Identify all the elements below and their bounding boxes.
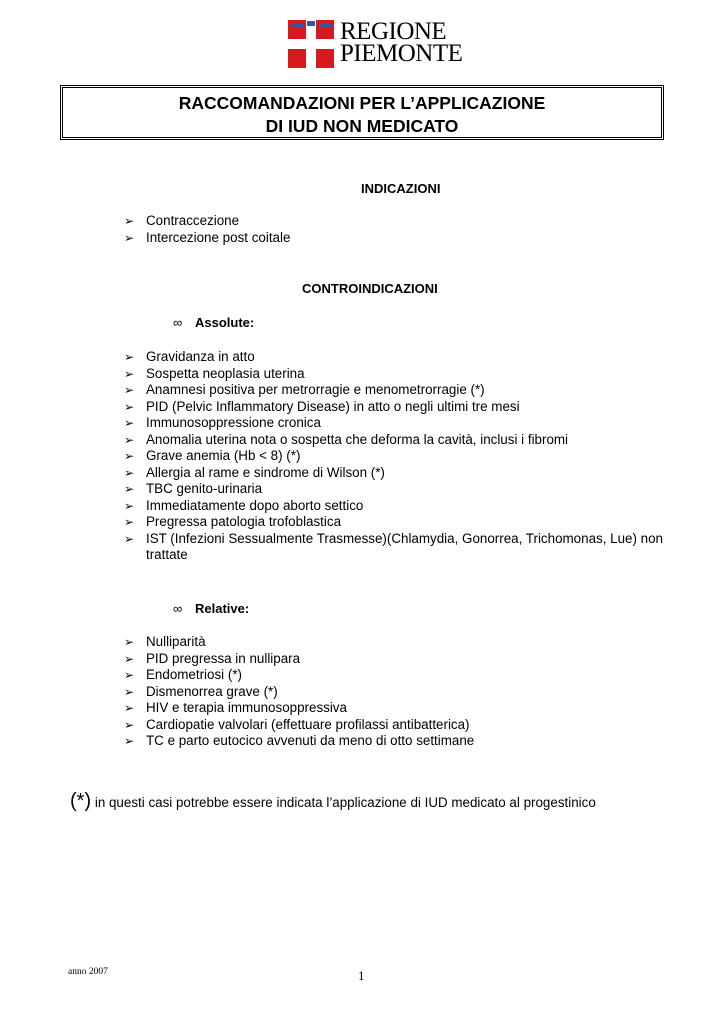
list-item	[124, 498, 664, 515]
list-item	[124, 382, 664, 399]
footnote-text: in questi casi potrebbe essere indicata l’applicazione di IUD medicato al progestinico	[94, 795, 596, 810]
arrow-bullet-icon: ➢	[124, 734, 135, 748]
list-item-text: Anamnesi positiva per metrorragie e menometrorragie (*)	[146, 382, 485, 397]
list-item	[124, 349, 664, 366]
list-item	[124, 366, 664, 383]
subheading-relative	[173, 601, 249, 616]
logo-wordmark	[340, 18, 463, 67]
infinity-bullet-icon: ∞	[173, 601, 183, 616]
arrow-bullet-icon: ➢	[124, 416, 135, 430]
list-item-text: Dismenorrea grave (*)	[146, 683, 278, 699]
arrow-bullet-icon: ➢	[124, 214, 135, 228]
list-item-text: Contraccezione	[146, 213, 240, 228]
list-item-text: Sospetta neoplasia uterina	[146, 365, 305, 381]
list-item	[124, 432, 664, 449]
arrow-bullet-icon: ➢	[124, 350, 135, 364]
arrow-bullet-icon: ➢	[124, 449, 135, 463]
document-title	[63, 92, 661, 138]
list-item-text: TC e parto eutocico avvenuti da meno di otto settimane	[146, 733, 475, 748]
assolute-label: Assolute:	[195, 315, 255, 330]
title-line-2: DI IUD NON MEDICATO	[265, 116, 459, 136]
logo-line-1: REGIONE	[340, 18, 447, 45]
list-item-text: Intercezione post coitale	[146, 229, 291, 245]
page-number: 1	[358, 968, 365, 983]
relative-list	[124, 634, 664, 750]
arrow-bullet-icon: ➢	[124, 399, 135, 414]
document-title-box	[60, 85, 664, 140]
arrow-bullet-icon: ➢	[124, 635, 135, 649]
arrow-bullet-icon: ➢	[124, 668, 135, 682]
infinity-bullet-icon: ∞	[173, 315, 183, 330]
list-item-text: Endometriosi (*)	[146, 667, 242, 682]
list-item-text: TBC genito-urinaria	[146, 481, 263, 496]
list-item-text: HIV e terapia immunosoppressiva	[146, 700, 347, 715]
list-item	[124, 717, 664, 734]
arrow-bullet-icon: ➢	[124, 432, 135, 447]
list-item	[124, 634, 664, 651]
list-item	[124, 684, 664, 701]
list-item-text: Nulliparità	[146, 634, 206, 649]
list-item-text: Grave anemia (Hb < 8) (*)	[146, 448, 301, 463]
arrow-bullet-icon: ➢	[124, 684, 135, 699]
list-item-text: Cardiopatie valvolari (effettuare profilassi antibatterica)	[146, 716, 470, 732]
indicazioni-list	[124, 213, 664, 246]
arrow-bullet-icon: ➢	[124, 230, 135, 245]
arrow-bullet-icon: ➢	[124, 701, 135, 715]
footnote	[70, 790, 596, 813]
arrow-bullet-icon: ➢	[124, 482, 135, 496]
arrow-bullet-icon: ➢	[124, 498, 135, 513]
assolute-list	[124, 349, 664, 564]
list-item-text: Allergia al rame e sindrome di Wilson (*)	[146, 464, 385, 480]
regione-emblem-icon	[288, 20, 334, 68]
list-item	[124, 213, 664, 230]
list-item-text: PID pregressa in nullipara	[146, 650, 301, 666]
list-item	[124, 531, 664, 564]
arrow-bullet-icon: ➢	[124, 717, 135, 732]
arrow-bullet-icon: ➢	[124, 515, 135, 529]
list-item	[124, 399, 664, 416]
list-item-text: Immunosoppressione cronica	[146, 415, 321, 430]
list-item-text: IST (Infezioni Sessualmente Trasmesse)(Chlamydia, Gonorrea, Trichomonas, Lue) non trattate	[146, 530, 664, 562]
logo-line-2: PIEMONTE	[340, 40, 463, 67]
list-item	[124, 448, 664, 465]
footnote-marker: (*)	[70, 790, 92, 812]
list-item	[124, 651, 664, 668]
list-item-text: PID (Pelvic Inflammatory Disease) in atto o negli ultimi tre mesi	[146, 398, 520, 414]
arrow-bullet-icon: ➢	[124, 465, 135, 480]
arrow-bullet-icon: ➢	[124, 366, 135, 381]
section-heading-indicazioni: INDICAZIONI	[361, 181, 441, 196]
list-item	[124, 667, 664, 684]
subheading-assolute	[173, 315, 254, 330]
list-item-text: Immediatamente dopo aborto settico	[146, 497, 364, 513]
list-item	[124, 465, 664, 482]
list-item	[124, 230, 664, 247]
list-item-text: Pregressa patologia trofoblastica	[146, 514, 342, 529]
list-item-text: Anomalia uterina nota o sospetta che deforma la cavità, inclusi i fibromi	[146, 431, 569, 447]
arrow-bullet-icon: ➢	[124, 383, 135, 397]
section-heading-controindicazioni: CONTROINDICAZIONI	[302, 281, 438, 296]
arrow-bullet-icon: ➢	[124, 651, 135, 666]
footer-year: anno 2007	[68, 967, 108, 977]
list-item	[124, 415, 664, 432]
list-item	[124, 733, 664, 750]
relative-label: Relative:	[195, 601, 250, 616]
list-item-text: Gravidanza in atto	[146, 349, 255, 364]
regione-piemonte-logo	[288, 18, 463, 68]
list-item	[124, 700, 664, 717]
list-item	[124, 514, 664, 531]
title-line-1: RACCOMANDAZIONI PER L’APPLICAZIONE	[178, 93, 546, 113]
arrow-bullet-icon: ➢	[124, 531, 135, 546]
list-item	[124, 481, 664, 498]
